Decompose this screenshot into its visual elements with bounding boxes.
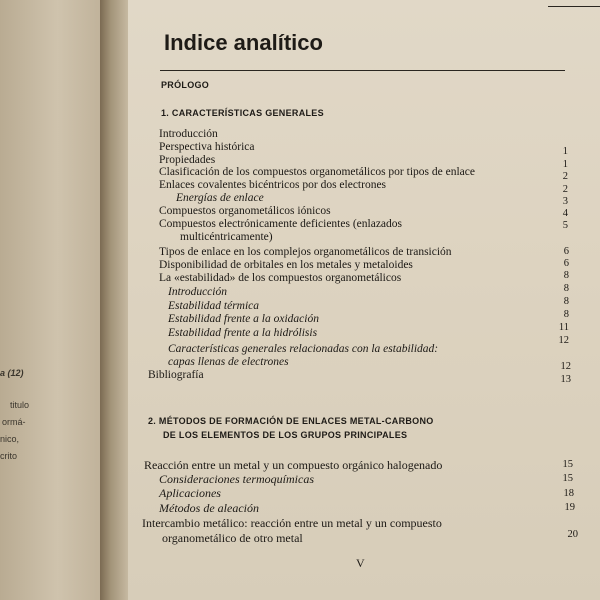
toc-entry: Métodos de aleación — [159, 501, 259, 515]
toc-entry: capas llenas de electrones — [168, 356, 289, 368]
toc-entry: Compuestos electrónicamente deficientes (enlazados — [159, 218, 402, 230]
toc-entry: Propiedades — [159, 154, 216, 166]
top-rule — [548, 6, 600, 7]
toc-page-number: 18 — [563, 488, 574, 499]
toc-entry: Disponibilidad de orbitales en los metales y metaloides — [159, 259, 413, 271]
toc-entry: Reacción entre un metal y un compuesto orgánico halogenado — [144, 458, 443, 472]
index-page — [128, 0, 600, 600]
toc-page-number: 8 — [563, 283, 569, 294]
toc-entry: Introducción — [159, 128, 218, 140]
toc-page-number: 3 — [562, 196, 568, 207]
toc-page-number: 19 — [564, 502, 575, 513]
toc-page-number: 8 — [563, 309, 569, 320]
toc-page-number: 5 — [562, 220, 568, 231]
toc-entry: Tipos de enlace en los complejos organometálicos de transición — [159, 246, 452, 258]
left-page-fragment: crito — [0, 451, 18, 461]
toc-page-number: 6 — [563, 258, 569, 269]
toc-entry: Energías de enlace — [176, 192, 264, 204]
section2-heading-continued: DE LOS ELEMENTOS DE LOS GRUPOS PRINCIPALES — [163, 430, 408, 440]
toc-entry: Bibliografía — [148, 369, 204, 381]
toc-entry: Características generales relacionadas con la estabilidad: — [168, 343, 439, 355]
section2-heading: 2. MÉTODOS DE FORMACIÓN DE ENLACES METAL-CARBONO — [148, 416, 434, 426]
toc-page-number: 2 — [562, 184, 568, 195]
toc-entry: Aplicaciones — [159, 486, 221, 500]
toc-page-number: 11 — [558, 322, 569, 333]
toc-page-number: 12 — [558, 335, 569, 346]
toc-page-number: 2 — [562, 171, 568, 182]
toc-page-number: 20 — [567, 529, 578, 540]
page-folio: V — [356, 556, 365, 570]
toc-entry: organometálico de otro metal — [162, 531, 303, 545]
toc-entry: Estabilidad frente a la hidrólisis — [168, 327, 318, 339]
left-page-fragment: a (12) — [0, 368, 24, 378]
toc-entry: Introducción — [168, 286, 227, 298]
toc-page-number: 8 — [563, 270, 569, 281]
toc-entry: La «estabilidad» de los compuestos organometálicos — [159, 272, 402, 284]
left-page-fragment: titulo — [10, 400, 30, 410]
prologo-heading: PRÓLOGO — [161, 80, 210, 90]
toc-page-number: 6 — [563, 246, 569, 257]
toc-page-number: 15 — [562, 473, 573, 484]
toc-page-number: 1 — [562, 159, 568, 170]
toc-entry: Intercambio metálico: reacción entre un metal y un compuesto — [142, 516, 442, 530]
toc-entry: multicéntricamente) — [180, 231, 273, 243]
page-title: Indice analítico — [164, 30, 323, 55]
toc-page-number: 1 — [562, 146, 568, 157]
toc-page-number: 13 — [560, 374, 571, 385]
toc-page-number: 15 — [562, 459, 573, 470]
title-rule — [160, 70, 565, 71]
toc-entry: Compuestos organometálicos iónicos — [159, 205, 331, 217]
toc-page-number: 4 — [562, 208, 568, 219]
toc-entry: Clasificación de los compuestos organometálicos por tipos de enlace — [159, 166, 475, 178]
toc-entry: Estabilidad térmica — [168, 300, 260, 312]
section1-heading: 1. CARACTERÍSTICAS GENERALES — [161, 108, 324, 118]
toc-entry: Perspectiva histórica — [159, 141, 255, 153]
left-page-fragment: nico, — [0, 434, 20, 444]
toc-entry: Estabilidad frente a la oxidación — [168, 313, 319, 325]
left-page-fragment: ormá- — [2, 417, 26, 427]
toc-entry: Consideraciones termoquímicas — [159, 472, 314, 486]
toc-entry: Enlaces covalentes bicéntricos por dos electrones — [159, 179, 387, 191]
left-page — [0, 0, 105, 600]
toc-page-number: 12 — [560, 361, 571, 372]
toc-page-number: 8 — [563, 296, 569, 307]
